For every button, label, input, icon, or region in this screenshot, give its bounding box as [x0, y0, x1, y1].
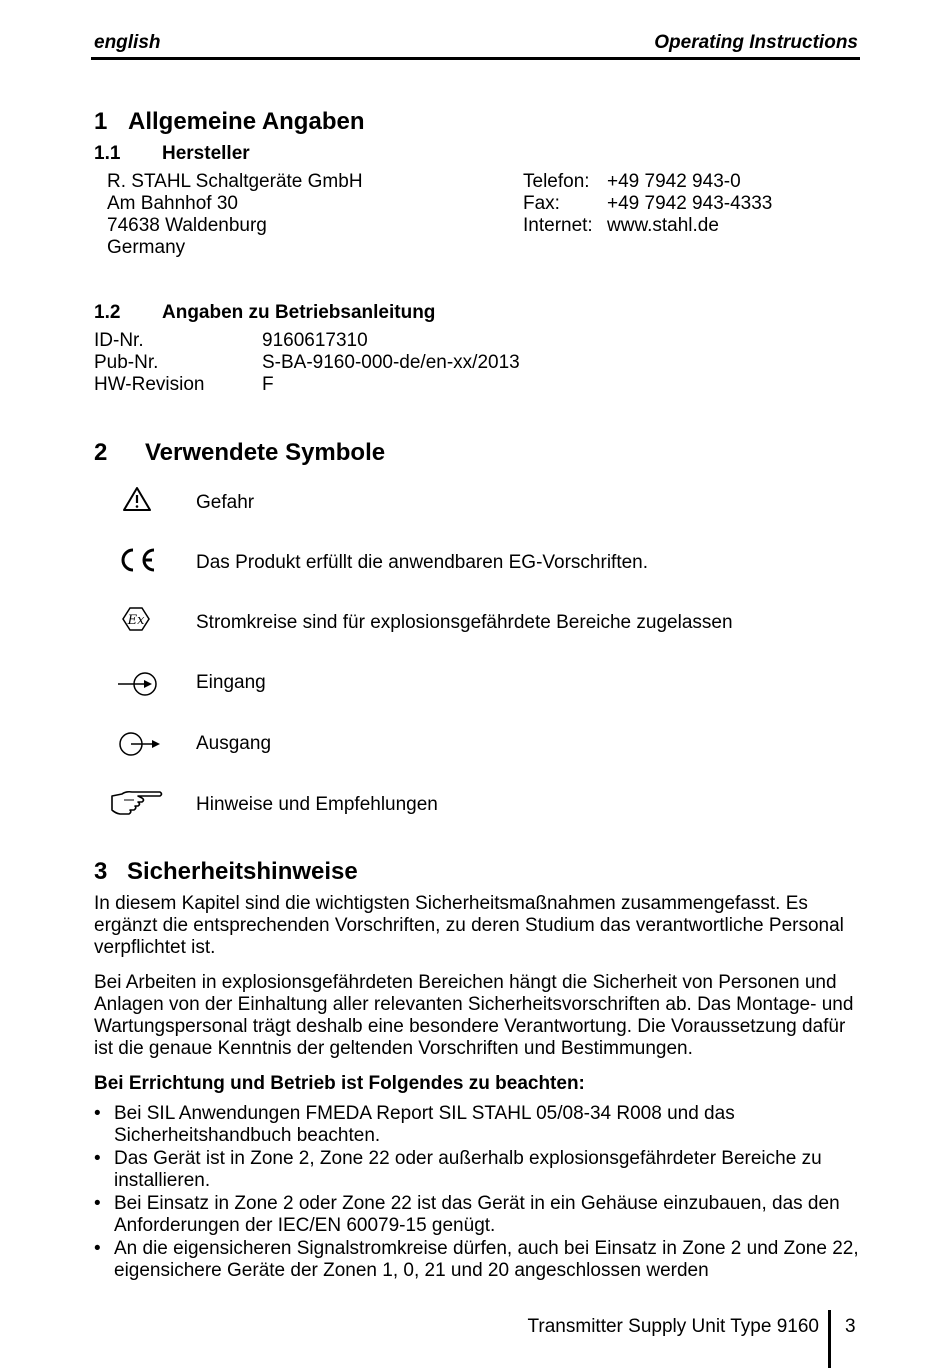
- list-item: • An die eigensicheren Signalstromkreise dürfen, auch bei Einsatz in Zone 2 und Zone 22, eigensichere Geräte der Zonen 1, 0, 21 und 20 angeschlossen werden: [94, 1238, 864, 1282]
- section-3-heading: [94, 858, 358, 886]
- list-item: • Bei SIL Anwendungen FMEDA Report SIL STAHL 05/08-34 R008 und das Sicherheitshandbuch beachten.: [94, 1103, 864, 1147]
- info-label: ID-Nr.: [94, 330, 144, 351]
- symbol-description: Hinweise und Empfehlungen: [196, 794, 438, 815]
- header-doc-type: Operating Instructions: [654, 32, 858, 53]
- info-label: HW-Revision: [94, 374, 205, 395]
- section-1-heading: [94, 108, 364, 136]
- symbol-description: Stromkreise sind für explosionsgefährdete Bereiche zugelassen: [196, 612, 733, 633]
- section-2-heading: [94, 439, 385, 467]
- address-line: Germany: [107, 237, 186, 258]
- list-item: • Das Gerät ist in Zone 2, Zone 22 oder außerhalb explosionsgefährdeter Bereiche zu installieren.: [94, 1148, 864, 1192]
- header-divider: [91, 57, 860, 60]
- info-label: Pub-Nr.: [94, 352, 159, 373]
- symbol-description: Das Produkt erfüllt die anwendbaren EG-Vorschriften.: [196, 552, 649, 573]
- symbol-description: Gefahr: [196, 492, 255, 513]
- subsection-1-1-title: Hersteller: [162, 143, 250, 164]
- info-value: 9160617310: [262, 330, 368, 351]
- address-line: R. STAHL Schaltgeräte GmbH: [107, 171, 363, 192]
- header-language: english: [94, 32, 161, 53]
- address-line: 74638 Waldenburg: [107, 215, 267, 236]
- ce-mark-icon: [108, 544, 168, 580]
- section-3-number: 3: [94, 858, 108, 885]
- address-line: Am Bahnhof 30: [107, 193, 238, 214]
- section-2-title: Verwendete Symbole: [145, 439, 386, 466]
- safety-bullet-list: [94, 1103, 864, 1283]
- info-value: F: [262, 374, 274, 395]
- section-1-title: Allgemeine Angaben: [128, 108, 365, 135]
- subsection-1-2-number: 1.2: [94, 302, 121, 323]
- list-item: • Bei Einsatz in Zone 2 oder Zone 22 ist das Gerät in ein Gehäuse einzubauen, das den Anforderungen der IEC/EN 60079-15 genügt.: [94, 1193, 864, 1237]
- subsection-1-1-heading: [94, 143, 250, 165]
- subsection-1-2-title: Angaben zu Betriebsanleitung: [162, 302, 436, 323]
- contact-label-phone: Telefon:: [523, 171, 590, 192]
- contact-label-internet: Internet:: [523, 215, 593, 236]
- page-number: 3: [845, 1316, 856, 1337]
- output-arrow-icon: [108, 726, 168, 762]
- safety-intro-paragraph: In diesem Kapitel sind die wichtigsten Sicherheitsmaßnahmen zusammengefasst. Es ergänzt die entsprechenden Vorschriften, zu deren Studium das verantwortliche Personal verpflichtet ist.: [94, 893, 844, 958]
- pointing-hand-icon: [108, 786, 168, 822]
- contact-value-internet: www.stahl.de: [607, 215, 719, 236]
- footer-divider: [828, 1310, 831, 1368]
- installation-notes-heading: Bei Errichtung und Betrieb ist Folgendes zu beachten:: [94, 1073, 585, 1094]
- input-arrow-icon: [108, 666, 168, 702]
- contact-value-fax: +49 7942 943-4333: [607, 193, 773, 214]
- contact-value-phone: +49 7942 943-0: [607, 171, 741, 192]
- symbol-description: Ausgang: [196, 733, 272, 754]
- safety-responsibility-paragraph: Bei Arbeiten in explosionsgefährdeten Bereichen hängt die Sicherheit von Personen und Anlagen von der Einhaltung aller relevanten Sicherheitsvorschriften ab. Das Montage- und Wartungspersonal trägt deshalb eine besondere Verantwortung. Die Voraussetzung dafür ist die genaue Kenntnis der geltenden Vorschriften und Bestimmungen.: [94, 972, 854, 1059]
- section-3-title: Sicherheitshinweise: [127, 858, 358, 885]
- subsection-1-1-number: 1.1: [94, 143, 121, 164]
- svg-text:Ex: Ex: [127, 613, 145, 628]
- subsection-1-2-heading: [94, 302, 435, 324]
- symbol-description: Eingang: [196, 672, 266, 693]
- section-1-number: 1: [94, 108, 108, 135]
- section-2-number: 2: [94, 439, 108, 466]
- info-value: S-BA-9160-000-de/en-xx/2013: [262, 352, 520, 373]
- warning-triangle-icon: [108, 484, 168, 520]
- ex-hexagon-icon: [108, 602, 168, 638]
- footer-product-title: Transmitter Supply Unit Type 9160: [527, 1316, 819, 1337]
- contact-label-fax: Fax:: [523, 193, 560, 214]
